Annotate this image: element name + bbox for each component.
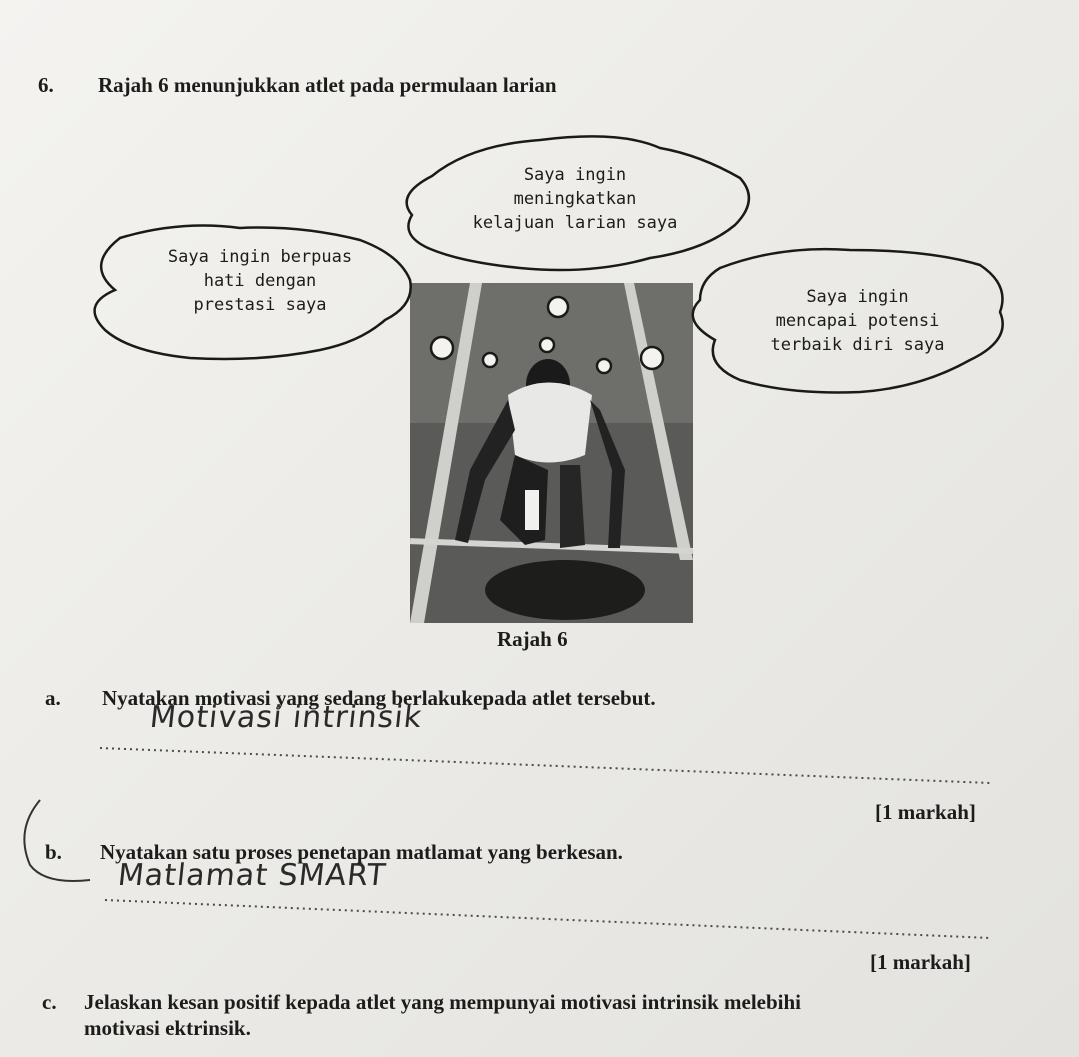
- question-intro: Rajah 6 menunjukkan atlet pada permulaan larian: [98, 73, 557, 97]
- part-a-label: a.: [45, 686, 61, 710]
- athlete-photo: [410, 283, 693, 623]
- cloud-top-text: Saya ingin meningkatkan kelajuan larian saya: [472, 165, 678, 233]
- part-c-question-line1: Jelaskan kesan positif kepada atlet yang mempunyai motivasi intrinsik melebihi: [84, 990, 802, 1014]
- cloud-right-text: Saya ingin mencapai potensi terbaik diri saya: [770, 287, 945, 355]
- part-b-question: Nyatakan satu proses penetapan matlamat yang berkesan.: [100, 840, 623, 864]
- part-b-marks: [1 markah]: [870, 950, 971, 974]
- part-b-answer[interactable]: Matlamat SMART: [116, 858, 388, 893]
- part-a-question: Nyatakan motivasi yang sedang berlakukepada atlet tersebut.: [102, 686, 656, 710]
- thought-dot-4: [540, 338, 554, 352]
- thought-dot-6: [641, 347, 663, 369]
- thought-dot-1: [548, 297, 568, 317]
- thought-dot-5: [597, 359, 611, 373]
- question-number: 6.: [38, 73, 54, 97]
- figure-caption: Rajah 6: [497, 627, 568, 651]
- part-c-label: c.: [42, 990, 57, 1014]
- thought-dot-3: [483, 353, 497, 367]
- thought-dot-2: [431, 337, 453, 359]
- part-c-question-line2: motivasi ektrinsik.: [84, 1016, 251, 1040]
- part-b-label: b.: [45, 840, 62, 864]
- cloud-left-text: Saya ingin berpuas hati dengan prestasi saya: [167, 247, 353, 315]
- answer-line-b: [105, 900, 990, 938]
- part-a-marks: [1 markah]: [875, 800, 976, 824]
- answer-line-a: [100, 748, 990, 783]
- part-a-answer[interactable]: Motivasi intrinsik: [148, 700, 424, 735]
